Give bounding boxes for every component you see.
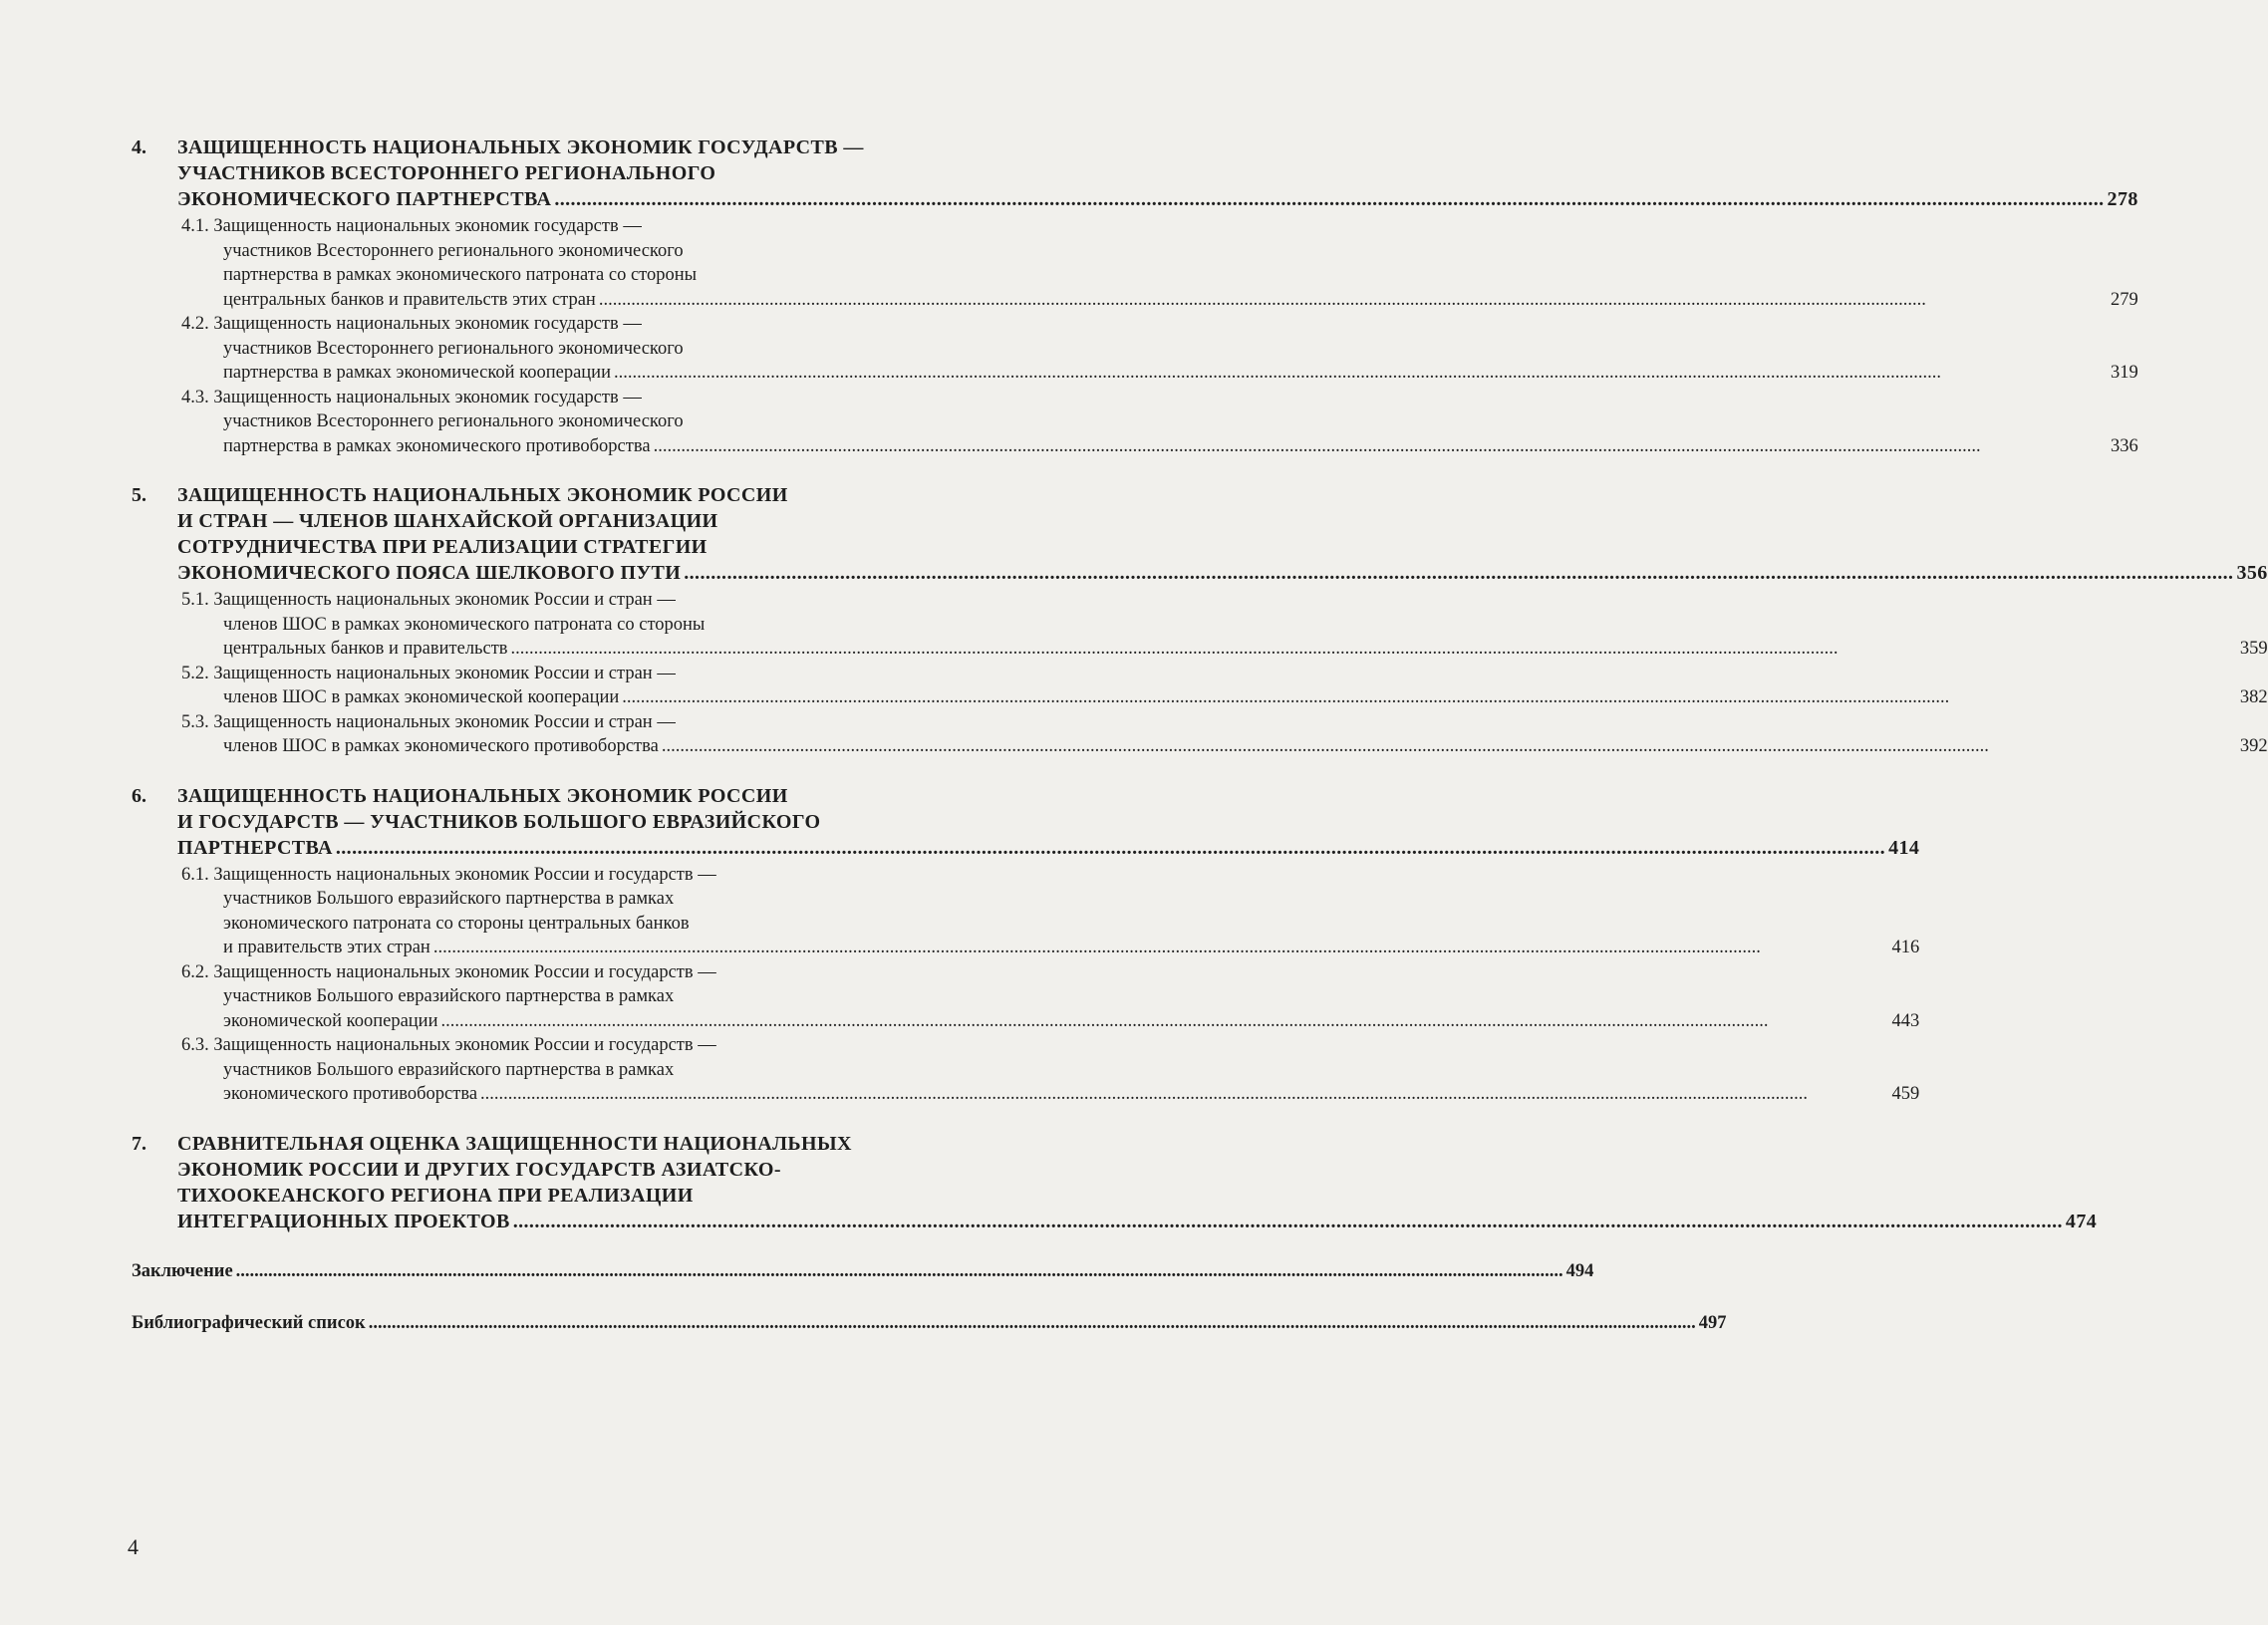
chapter-title-line: ЗАЩИЩЕННОСТЬ НАЦИОНАЛЬНЫХ ЭКОНОМИК РОССИИ [177,784,788,807]
chapter-title-line: ЗАЩИЩЕННОСТЬ НАЦИОНАЛЬНЫХ ЭКОНОМИК РОССИИ [177,484,788,506]
toc-section-6-3[interactable] [181,1033,1919,1107]
dot-leader [369,1310,1696,1336]
toc-chapter-5[interactable] [132,482,2268,759]
section-page-number: 443 [1891,1010,1920,1031]
section-title-line: экономического противоборства [223,1084,478,1104]
dot-leader [440,1009,1888,1034]
chapter-title-line: И СТРАН — ЧЛЕНОВ ШАНХАЙСКОЙ ОРГАНИЗАЦИИ [177,510,718,532]
chapter-number: 4. [132,136,146,158]
chapter-title-line: ТИХООКЕАНСКОГО РЕГИОНА ПРИ РЕАЛИЗАЦИИ [177,1184,694,1207]
toc-bibliography[interactable] [132,1310,1727,1336]
dot-leader [614,361,2108,386]
chapter-title [177,135,2138,212]
chapter-title [177,783,1919,861]
chapter-title-line: ЭКОНОМИК РОССИИ И ДРУГИХ ГОСУДАРСТВ АЗИАТСКО- [177,1158,781,1181]
section-title-line: участников Всестороннего регионального экономического [223,240,684,261]
section-page-number: 336 [2111,435,2138,456]
section-title-line: и правительств этих стран [223,938,430,957]
dot-leader [480,1082,1888,1107]
dot-leader [654,434,2108,459]
dot-leader [236,1258,1563,1284]
section-title-line: экономической кооперации [223,1010,438,1031]
section-number: 5.2. [181,663,209,683]
section-number: 4.2. [181,314,209,334]
section-title-line: Защищенность национальных экономик России и стран — [213,590,676,610]
toc-chapter-7[interactable] [132,1131,2098,1234]
dot-leader [662,734,2237,759]
section-title-line: участников Всестороннего регионального экономического [223,411,684,431]
section-title-line: участников Большого евразийского партнерства в рамках [223,889,675,909]
chapter-title-line: ПАРТНЕРСТВА [177,836,333,859]
chapter-title-line: ЗАЩИЩЕННОСТЬ НАЦИОНАЛЬНЫХ ЭКОНОМИК ГОСУДАРСТВ — [177,136,864,158]
toc-section-5-2[interactable] [181,662,2268,710]
section-title-line: Защищенность национальных экономик России и государств — [213,1035,716,1055]
dot-leader [684,560,2233,586]
section-title-line: Защищенность национальных экономик государств — [213,387,642,407]
toc-section-4-2[interactable] [181,312,2138,386]
section-number: 5.3. [181,711,209,732]
conclusion-page-number: 494 [1565,1260,1594,1281]
chapter-title-line: И ГОСУДАРСТВ — УЧАСТНИКОВ БОЛЬШОГО ЕВРАЗИЙСКОГО [177,810,821,833]
section-title-line: Защищенность национальных экономик России и стран — [213,663,676,683]
toc-section-6-2[interactable] [181,960,1919,1034]
section-number: 6.2. [181,961,209,982]
chapter-title-line: УЧАСТНИКОВ ВСЕСТОРОННЕГО РЕГИОНАЛЬНОГО [177,162,716,184]
dot-leader [513,1209,2063,1234]
section-title-line: участников Большого евразийского партнерства в рамках [223,1059,675,1080]
section-title-line: Защищенность национальных экономик государств — [213,216,642,236]
table-of-contents [132,135,2268,1362]
dot-leader [336,835,1885,861]
section-title-line: партнерства в рамках экономической кооперации [223,363,611,383]
chapter-title-line: СОТРУДНИЧЕСТВА ПРИ РЕАЛИЗАЦИИ СТРАТЕГИИ [177,536,708,558]
toc-section-4-1[interactable] [181,214,2138,312]
section-title-line: Защищенность национальных экономик России и стран — [213,711,676,732]
toc-section-5-1[interactable] [181,588,2268,662]
conclusion-label: Заключение [132,1260,233,1281]
chapter-title-line: СРАВНИТЕЛЬНАЯ ОЦЕНКА ЗАЩИЩЕННОСТИ НАЦИОНАЛЬНЫХ [177,1132,852,1155]
section-number: 5.1. [181,590,209,610]
section-title-line: членов ШОС в рамках экономического патроната со стороны [223,614,706,635]
section-title-line: Защищенность национальных экономик государств — [213,314,642,334]
dot-leader [554,186,2104,212]
section-title-line: участников Большого евразийского партнерства в рамках [223,986,675,1006]
chapter-page-number: 356 [2236,562,2268,584]
section-title-line: центральных банков и правительств [223,639,508,659]
section-title-line: партнерства в рамках экономического противоборства [223,435,651,456]
section-page-number: 392 [2239,736,2268,756]
toc-chapter-6[interactable] [132,783,1920,1107]
section-page-number: 416 [1891,938,1920,957]
chapter-page-number: 474 [2065,1210,2098,1232]
toc-chapter-4[interactable] [132,135,2138,458]
section-title-line: Защищенность национальных экономик России и государств — [213,864,716,885]
chapter-title [177,482,2268,586]
section-page-number: 459 [1891,1084,1920,1104]
chapter-title-line: ЭКОНОМИЧЕСКОГО ПОЯСА ШЕЛКОВОГО ПУТИ [177,562,682,584]
section-title-line: членов ШОС в рамках экономической кооперации [223,687,620,707]
bibliography-label: Библиографический список [132,1312,366,1333]
section-number: 6.3. [181,1035,209,1055]
chapter-title-line: ЭКОНОМИЧЕСКОГО ПАРТНЕРСТВА [177,188,552,210]
section-title-line: партнерства в рамках экономического патроната со стороны [223,265,698,285]
section-title-line: экономического патроната со стороны центральных банков [223,913,690,934]
section-page-number: 382 [2239,687,2268,707]
section-page-number: 319 [2111,363,2138,383]
bibliography-page-number: 497 [1698,1312,1727,1333]
section-number: 4.3. [181,387,209,407]
chapter-number: 7. [132,1132,146,1155]
toc-section-4-3[interactable] [181,386,2138,459]
toc-section-5-3[interactable] [181,710,2268,759]
chapter-number: 6. [132,784,146,807]
toc-conclusion[interactable] [132,1258,1594,1284]
chapter-title-line: ИНТЕГРАЦИОННЫХ ПРОЕКТОВ [177,1210,510,1232]
section-page-number: 359 [2239,639,2268,659]
chapter-title [177,1131,2097,1234]
toc-section-6-1[interactable] [181,863,1919,960]
dot-leader [622,685,2237,710]
section-title-line: Защищенность национальных экономик России и государств — [213,961,716,982]
dot-leader [433,936,1889,960]
page-number: 4 [128,1534,139,1559]
section-number: 6.1. [181,864,209,885]
section-title-line: центральных банков и правительств этих стран [223,289,596,310]
section-title-line: участников Всестороннего регионального экономического [223,338,684,359]
chapter-number: 5. [132,484,146,506]
section-title-line: членов ШОС в рамках экономического противоборства [223,736,659,756]
chapter-page-number: 414 [1888,836,1920,859]
section-number: 4.1. [181,216,209,236]
dot-leader [511,637,2237,662]
dot-leader [599,288,2108,313]
chapter-page-number: 278 [2107,188,2138,210]
section-page-number: 279 [2111,289,2138,310]
